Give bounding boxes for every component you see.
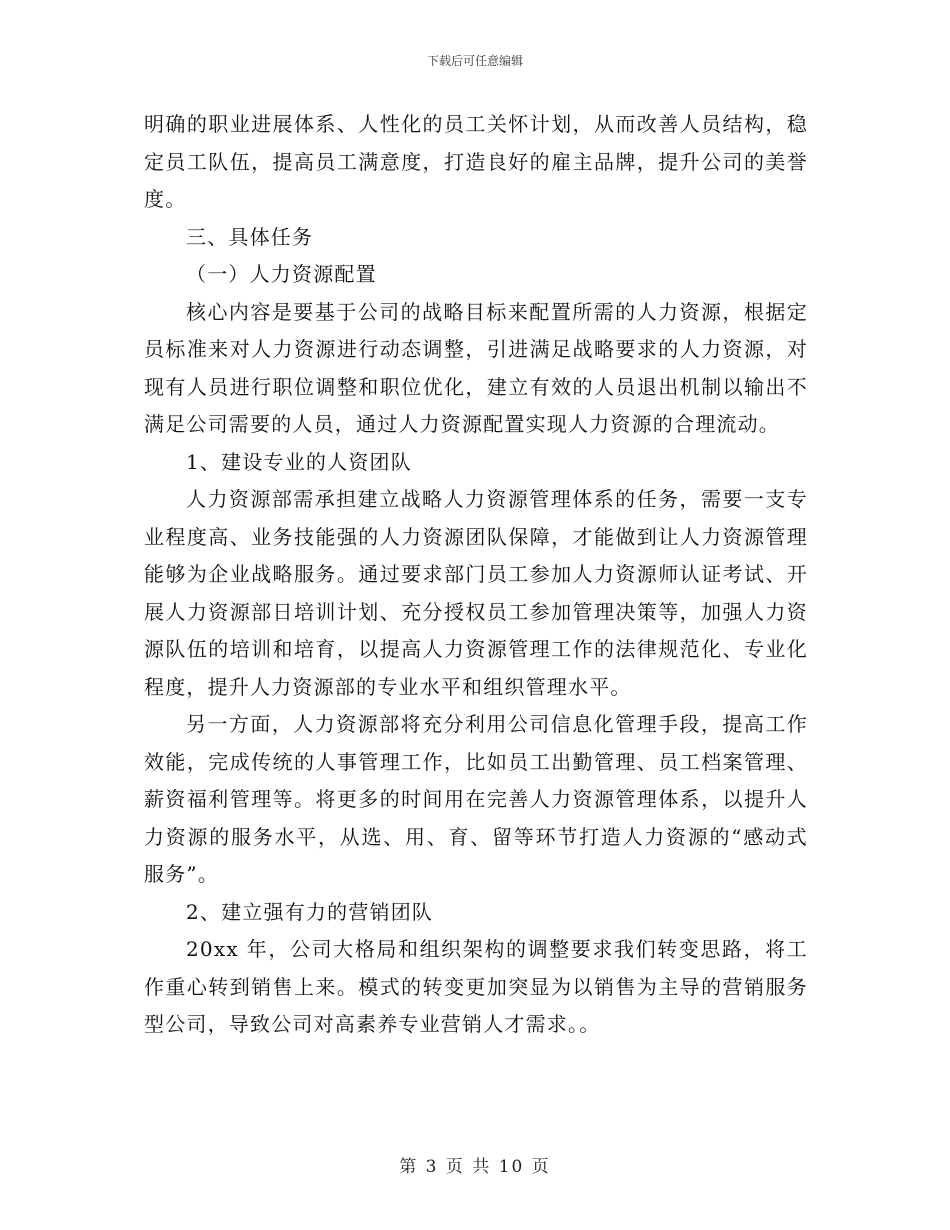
paragraph-hr-team: 人力资源部需承担建立战略人力资源管理体系的任务，需要一支专业程度高、业务技能强的人力资源团队保障，才能做到让人力资源管理能够为企业战略服务。通过要求部门员工参加人力资源师认证考试、开展人力资源部日培训计划、充分授权员工参加管理决策等，加强人力资源队伍的培训和培育，以提高人力资源管理工作的法律规范化、专业化程度，提升人力资源部的专业水平和组织管理水平。 — [144, 487, 808, 699]
section-heading-specific-tasks: 三、具体任务 — [186, 224, 314, 249]
document-body — [144, 106, 808, 1044]
page-number: 第 3 页 共 10 页 — [399, 1157, 551, 1177]
paragraph-career-system: 明确的职业进展体系、人性化的员工关怀计划，从而改善人员结构，稳定员工队伍，提高员工满意度，打造良好的雇主品牌，提升公司的美誉度。 — [144, 112, 808, 211]
paragraph-hr-allocation: 核心内容是要基于公司的战略目标来配置所需的人力资源，根据定员标准来对人力资源进行动态调整，引进满足战略要求的人力资源，对现有人员进行职位调整和职位优化，建立有效的人员退出机制以输出不满足公司需要的人员，通过人力资源配置实现人力资源的合理流动。 — [144, 299, 808, 436]
paragraph-information-management: 另一方面，人力资源部将充分利用公司信息化管理手段，提高工作效能，完成传统的人事管理工作，比如员工出勤管理、员工档案管理、薪资福利管理等。将更多的时间用在完善人力资源管理体系，以提升人力资源的服务水平，从选、用、育、留等环节打造人力资源的“感动式服务”。 — [144, 712, 808, 886]
subsection-heading-hr-allocation: （一）人力资源配置 — [186, 262, 377, 286]
paragraph-sales-team: 20xx 年，公司大格局和组织架构的调整要求我们转变思路，将工作重心转到销售上来。模式的转变更加突显为以销售为主导的营销服务型公司，导致公司对高素养专业营销人才需求。。 — [144, 937, 808, 1036]
page-header-note: 下载后可任意编辑 — [426, 54, 523, 68]
item-heading-sales-team: 2、建立强有力的营销团队 — [186, 899, 434, 924]
item-heading-hr-team: 1、建设专业的人资团队 — [186, 449, 412, 474]
